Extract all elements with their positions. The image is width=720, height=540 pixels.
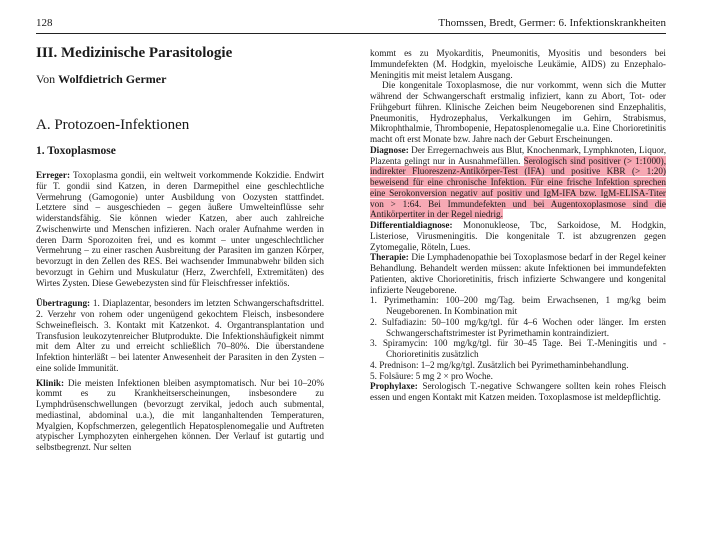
header-rule	[36, 33, 666, 34]
paragraph-differentialdiagnose	[370, 220, 666, 252]
right-column	[370, 48, 666, 403]
term-uebertragung: Übertragung:	[36, 298, 91, 309]
term-differentialdiagnose: Differentialdiagnose:	[370, 220, 453, 230]
paragraph-therapie	[370, 252, 666, 295]
text-diagnose: Der Erregernachweis aus Blut, Knochenmark, Lymphknoten, Liquor, Plazenta gelingt nur in Ausnahmefällen.	[370, 144, 666, 166]
list-item: 1. Pyrimethamin: 100–200 mg/Tag. beim Erwachsenen, 1 mg/kg beim Neugeborenen. In Kombination mit	[370, 295, 666, 316]
subsection-title: A. Protozoen-Infektionen	[36, 117, 190, 133]
list-item: 4. Prednison: 1–2 mg/kg/tgl. Zusätzlich bei Pyrimethaminbehandlung.	[370, 359, 629, 370]
page-number: 128	[36, 17, 53, 29]
author-prefix: Von	[36, 72, 59, 86]
paragraph-klinik	[36, 378, 324, 453]
author-name: Wolfdietrich Germer	[58, 72, 167, 86]
paragraph-continuation: kommt es zu Myokarditis, Pneumonitis, Myositis und besonders bei Immundefekten (M. Hodgkin, myeloische Leukämie, AIDS) zu Enzephalo-Meningitis mit meist letalem Ausgang.	[370, 48, 666, 80]
text-erreger: Toxoplasma gondii, ein weltweit vorkommende Kokzidie. Endwirt für T. gondii sind Katzen, in deren Darmepithel eine geschlechtliche Vermehrung (Gamogonie) unter Ausbildung von Oozysten stattfindet. Letztere sind – ausgeschieden – gegen äußere Umwelteinflüsse sehr widerstandsfähig. Sie können wieder Katzen, aber auch zahlreiche Zwischenwirte und Menschen infizieren. Nach oraler Aufnahme werden in deren Darm Sporozoiten frei, und es kommt – unter ungeschlechtlicher Vermehrung – zu einer raschen Ausbreitung der Parasiten im ganzen Körper, bevorzugt in den Zellen des RES. Bei wachsender Immunabwehr bilden sich bevorzugt in Gehirn und Muskulatur (Herz, Zwerchfell, Extremitäten) des Wirtes Zysten. Diese Gewebezysten sind für Fleischfresser infektiös.	[36, 170, 324, 288]
term-prophylaxe: Prophylaxe:	[370, 381, 418, 392]
topic-title: 1. Toxoplasmose	[36, 145, 116, 157]
highlighted-passage: Serologisch sind positiver (> 1:1000), indirekter Fluoreszenz-Antikörper-Test (IFA) und positive KBR (> 1:20) beweisend für eine chronische Infektion. Für eine frische Infektion sprechen eine Serokonversion negativ auf positiv und IgM-IFA bzw. IgM-ELISA-Titer von > 1:64. Bei Immundefekten und bei Augentoxoplasmose sind die Antikörpertiter in der Regel niedrig.	[370, 155, 667, 220]
term-therapie: Therapie:	[370, 252, 409, 263]
text-differentialdiagnose: Mononukleose, Tbc, Sarkoidose, M. Hodgkin, Listeriose, Virusmeningitis. Die kongenitale T. ist abzugrenzen gegen Zytomegalie, Röteln, Lues.	[370, 220, 666, 252]
list-item: 2. Sulfadiazin: 50–100 mg/kg/tgl. für 4–6 Wochen oder länger. Im ersten Schwangerschaftstrimester ist Pyrimethamin kontraindiziert.	[370, 316, 666, 338]
text-uebertragung: 1. Diaplazentar, besonders im letzten Schwangerschaftsdrittel. 2. Verzehr von rohem oder ungenügend gekochtem Fleisch, insbesondere Schweinefleisch. 3. Kontakt mit Katzenkot. 4. Organtransplantation und Transfusion leukozytenreicher Blutprodukte. Die Infektionshäufigkeit nimmt mit dem Alter zu und erreicht schließlich 70–80%. Die überstandene Infektion hinterläßt – bei latenter Anwesenheit der Parasiten in den Zysten – eine solide Immunität.	[36, 298, 324, 373]
section-title: III. Medizinische Parasitologie	[36, 45, 233, 61]
term-klinik: Klinik:	[36, 377, 65, 388]
therapy-list	[370, 295, 666, 381]
term-erreger: Erreger:	[36, 170, 71, 180]
running-header	[36, 15, 666, 31]
text-prophylaxe: Serologisch T.-negative Schwangere sollten kein rohes Fleisch essen und engen Kontakt mit Katzen meiden. Toxoplasmose ist meldepflichtig.	[370, 381, 666, 402]
running-header-title: Thomssen, Bredt, Germer: 6. Infektionskrankheiten	[438, 17, 666, 29]
list-item: 5. Folsäure: 5 mg 2 × pro Woche.	[370, 370, 493, 381]
term-diagnose: Diagnose:	[370, 144, 409, 155]
paragraph-diagnose	[370, 145, 666, 220]
paragraph-erreger	[36, 170, 324, 288]
paragraph-kongenital: Die kongenitale Toxoplasmose, die nur vorkommt, wenn sich die Mutter während der Schwangerschaft erstmalig infiziert, kann zu Abort, Tot- oder Frühgeburt führen. Klinische Zeichen beim Neugeborenen sind Enzephalitis, Pneumonitis, Hydrozephalus, Verkalkungen im Gehirn, Strabismus, Mikrophthalmie, Thrombopenie, Hepatosplenomegalie u.a. Eine Chorioretinitis macht oft erst Monate bzw. Jahre nach der Geburt Erscheinungen.	[370, 80, 666, 144]
left-column	[36, 44, 324, 453]
author-line	[36, 72, 324, 87]
paragraph-prophylaxe	[370, 381, 666, 403]
text-therapie: Die Lymphadenopathie bei Toxoplasmose bedarf in der Regel keiner Behandlung. Behandelt werden müssen: akute Infektionen bei immundefekten Patienten, aktive Chorioretinitis, frisch infizierte Schwangere und kongenital infizierte Neugeborene.	[370, 252, 666, 295]
paragraph-uebertragung	[36, 298, 324, 373]
text-klinik: Die meisten Infektionen bleiben asymptomatisch. Nur bei 10–20% kommt es zu Krankheitserscheinungen, insbesondere zu Lymphdrüsenschwellungen (bevorzugt zervikal, jedoch auch submental, mediastinal, abdominal u.a.), die mit langanhaltenden Temperaturen, Myalgien, Kopfschmerzen, gelegentlich Hepatosplenomegalie und Auftreten atypischer Lymphozyten einhergehen können. Der Verlauf ist gutartig und selbstbegrenzt. Nur selten	[36, 377, 324, 452]
list-item: 3. Spiramycin: 100 mg/kg/tgl. für 30–45 Tage. Bei T.-Meningitis und -Chorioretinitis zusätzlich	[370, 338, 666, 359]
